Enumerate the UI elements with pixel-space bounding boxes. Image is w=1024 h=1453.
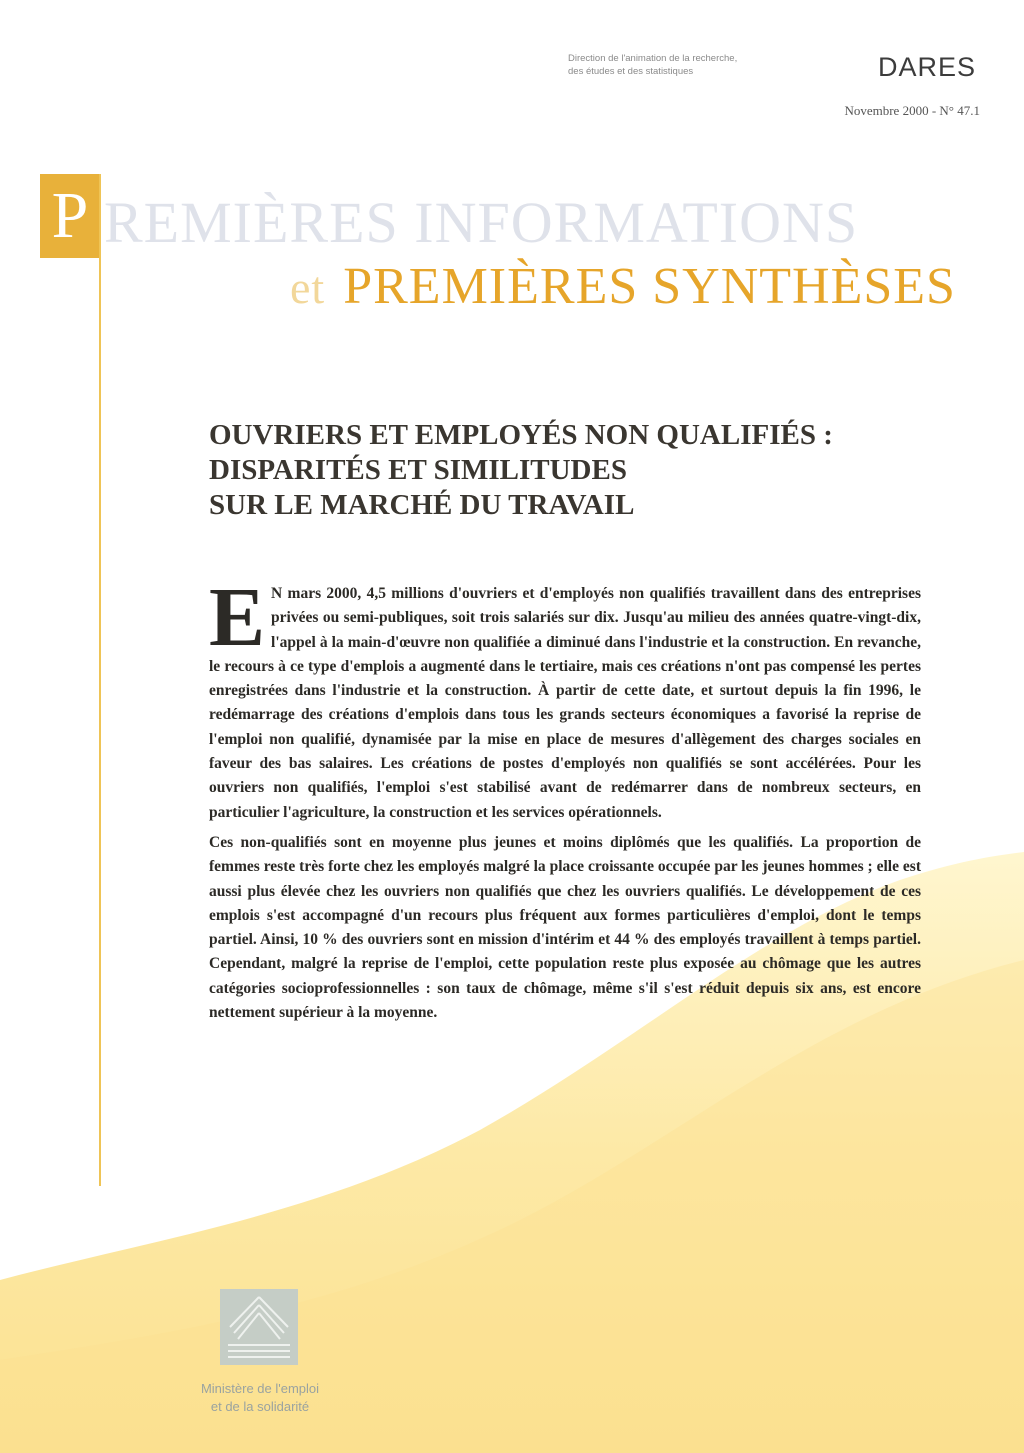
series-initial-letter: P	[51, 179, 89, 252]
article-title-line1: OUVRIERS ET EMPLOYÉS NON QUALIFIÉS :	[209, 419, 833, 451]
article-title	[209, 418, 929, 523]
series-title-conjunction: et	[290, 262, 326, 313]
agency-name	[568, 52, 828, 78]
summary-paragraph-1-text: N mars 2000, 4,5 millions d'ouvriers et d'employés non qualifiés travaillent dans des entreprises privées ou semi-publiques, soit trois salariés sur dix. Jusqu'au milieu des années quatre-vingt-dix, l'appel à la main-d'œuvre non qualifiée a diminué dans l'industrie et la construction. En revanche, le recours à ce type d'emplois a augmenté dans le tertiaire, mais ces créations n'ont pas compensé les pertes enregistrées dans l'industrie et la construction. À partir de cette date, et surtout depuis la fin 1996, le redémarrage des créations d'emplois dans tous les grands secteurs économiques a favorisé la reprise de l'emploi non qualifié, dynamisée par la mise en place de mesures d'allègement des charges sociales en faveur des bas salaires. Les créations de postes d'employés non qualifiés se sont accélérées. Pour les ouvriers non qualifiés, l'emploi s'est stabilisé avant de redémarrer dans de nombreux secteurs, en particulier l'agriculture, la construction et les services opérationnels.	[209, 585, 921, 821]
issue-number: Novembre 2000 - N° 47.1	[844, 103, 980, 118]
dares-brand: DARES	[878, 52, 977, 82]
ministry-name-line1: Ministère de l'emploi	[200, 1381, 320, 1396]
article-title-line3: SUR LE MARCHÉ DU TRAVAIL	[209, 489, 635, 521]
article-title-line2: DISPARITÉS ET SIMILITUDES	[209, 454, 627, 486]
summary-paragraph-2: Ces non-qualifiés sont en moyenne plus jeunes et moins diplômés que les qualifiés. La proportion de femmes reste très forte chez les employés malgré la place croissante occupée par les jeunes hommes ; elle est aussi plus élevée chez les ouvriers non qualifiés que chez les ouvriers qualifiés. Le développement de ces emplois s'est accompagné d'un recours plus fréquent aux formes particulières d'emploi, dont le temps partiel. Ainsi, 10 % des ouvriers sont en mission d'intérim et 44 % des employés travaillent à temps partiel. Cependant, malgré la reprise de l'emploi, cette population reste plus exposée au chômage que les autres catégories socioprofessionnelles : son taux de chômage, même s'il s'est réduit depuis six ans, est encore nettement supérieur à la moyenne.	[209, 833, 921, 1022]
agency-name-line1: Direction de l'animation de la recherche,	[568, 53, 738, 64]
series-title-line1: REMIÈRES INFORMATIONS	[104, 190, 859, 255]
ministry-name-line2: et de la solidarité	[210, 1399, 310, 1414]
article-summary	[209, 571, 921, 1031]
series-initial-box	[40, 174, 100, 258]
series-title-line2-text: PREMIÈRES SYNTHÈSES	[343, 258, 956, 315]
ministry-name	[170, 1380, 350, 1416]
agency-name-line2: des études et des statistiques	[568, 66, 694, 77]
ministry-logo	[220, 1289, 298, 1365]
accent-vertical-rule	[99, 174, 101, 1186]
series-title-line2	[290, 254, 956, 321]
drop-cap: E	[209, 571, 266, 664]
summary-paragraph-1	[209, 571, 921, 825]
